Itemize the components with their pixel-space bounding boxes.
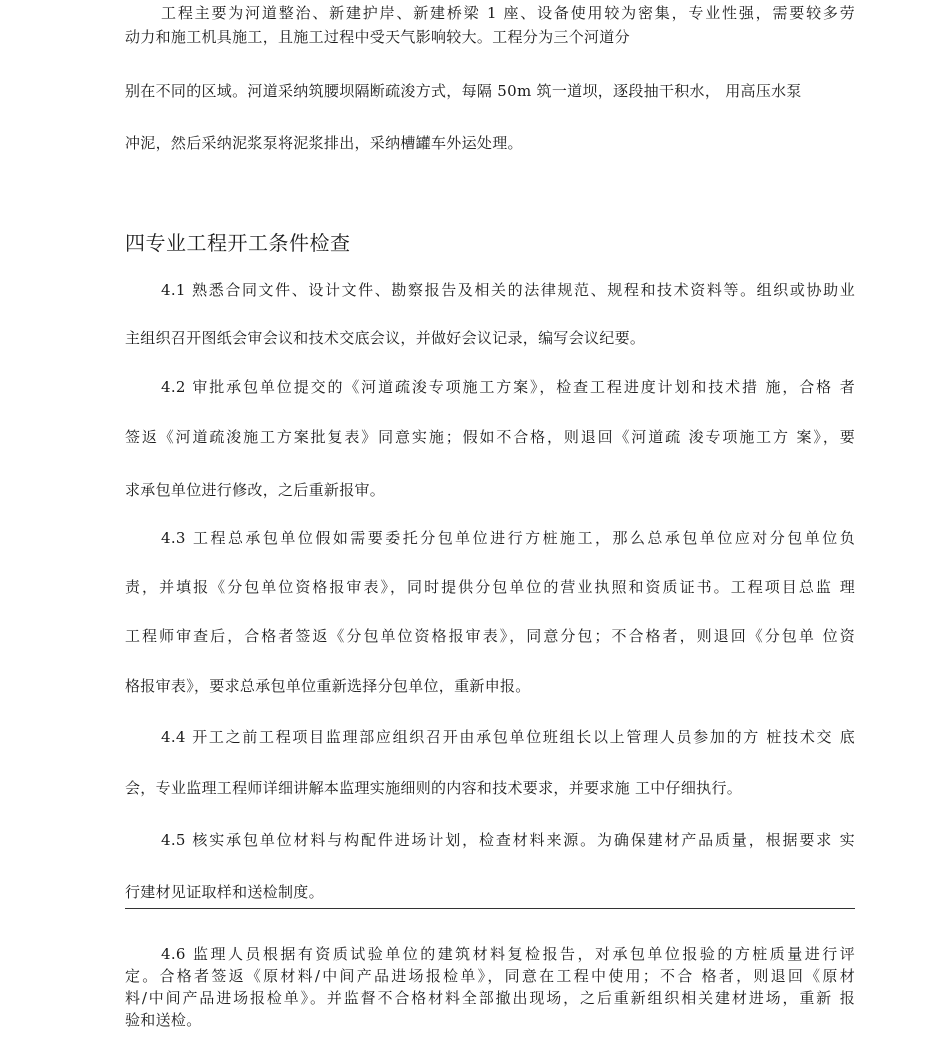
intro-line-1: 工程主要为河道整治、新建护岸、新建桥梁 1 座、设备使用较为密集，专业性强，需要较多劳 bbox=[161, 4, 855, 22]
para-4-1-line-2: 主组织召开图纸会审会议和技术交底会议，并做好会议记录，编写会议纪要。 bbox=[125, 329, 646, 347]
para-4-2-line-2: 签返《河道疏浚施工方案批复表》同意实施；假如不合格，则退回《河道疏 浚专项施工方 案》，要 bbox=[125, 428, 855, 446]
para-4-4-line-2: 会，专业监理工程师详细讲解本监理实施细则的内容和技术要求，并要求施 工中仔细执行。 bbox=[125, 779, 743, 797]
para-4-4-line-1: 4.4 开工之前工程项目监理部应组织召开由承包单位班组长以上管理人员参加的方 桩技术交 底 bbox=[161, 728, 855, 746]
para-4-3-line-1: 4.3 工程总承包单位假如需要委托分包单位进行方桩施工，那么总承包单位应对分包单位负 bbox=[161, 529, 855, 547]
horizontal-divider bbox=[125, 908, 855, 909]
section-heading: 四专业工程开工条件检查 bbox=[125, 231, 351, 255]
intro-line-4: 冲泥，然后采纳泥浆泵将泥浆排出，采纳槽罐车外运处理。 bbox=[125, 134, 523, 152]
para-4-3-line-2: 责，并填报《分包单位资格报审表》，同时提供分包单位的营业执照和资质证书。工程项目总监 理 bbox=[125, 578, 855, 596]
para-4-3-line-3: 工程师审查后，合格者签返《分包单位资格报审表》，同意分包；不合格者，则退回《分包单 位资 bbox=[125, 627, 855, 645]
para-4-6-line-1: 4.6 监理人员根据有资质试验单位的建筑材料复检报告，对承包单位报验的方桩质量进行评 bbox=[161, 945, 855, 963]
para-4-5-line-2: 行建材见证取样和送检制度。 bbox=[125, 883, 324, 901]
para-4-2-line-3: 求承包单位进行修改，之后重新报审。 bbox=[125, 481, 386, 499]
para-4-3-line-4: 格报审表》，要求总承包单位重新选择分包单位，重新申报。 bbox=[125, 677, 531, 695]
para-4-6-line-4: 验和送检。 bbox=[125, 1011, 202, 1029]
para-4-2-line-1: 4.2 审批承包单位提交的《河道疏浚专项施工方案》，检查工程进度计划和技术措 施，合格 者 bbox=[161, 378, 855, 396]
intro-line-2: 动力和施工机具施工，且施工过程中受天气影响较大。工程分为三个河道分 bbox=[125, 28, 630, 46]
para-4-1-line-1: 4.1 熟悉合同文件、设计文件、勘察报告及相关的法律规范、规程和技术资料等。组织或协助业 bbox=[161, 281, 855, 299]
para-4-5-line-1: 4.5 核实承包单位材料与构配件进场计划，检查材料来源。为确保建材产品质量，根据要求 实 bbox=[161, 831, 855, 849]
para-4-6-line-2: 定。合格者签返《原材料/中间产品进场报检单》，同意在工程中使用；不合 格者，则退回《原材 bbox=[125, 967, 855, 985]
para-4-6-line-3: 料/中间产品进场报检单》。并监督不合格材料全部撤出现场，之后重新组织相关建材进场，重新 报 bbox=[125, 989, 855, 1007]
intro-line-3: 别在不同的区域。河道采纳筑腰坝隔断疏浚方式，每隔 50m 筑一道坝，逐段抽干积水， 用高压水泵 bbox=[125, 82, 802, 100]
